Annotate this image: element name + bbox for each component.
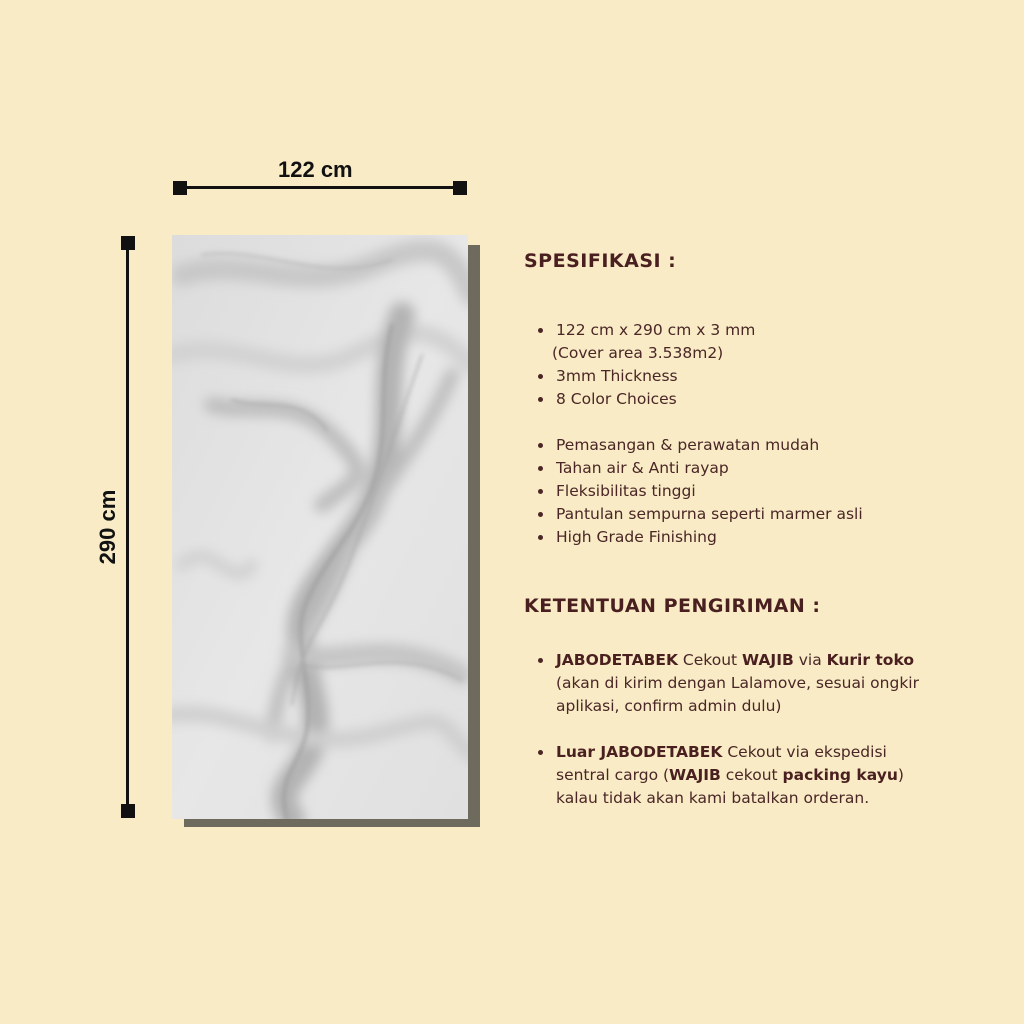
shipping-list-2 xyxy=(524,741,944,810)
emphasis-text: packing kayu xyxy=(782,766,898,784)
feature-item: High Grade Finishing xyxy=(524,526,944,549)
body-text: cekout xyxy=(720,766,783,784)
body-text: ) kalau tidak akan kami batalkan orderan. xyxy=(556,766,904,807)
shipping-heading: KETENTUAN PENGIRIMAN : xyxy=(524,595,821,617)
height-dimension-line xyxy=(126,243,129,811)
height-line-end-cap xyxy=(121,804,135,818)
body-text: Cekout via ekspedisi sentral cargo ( xyxy=(556,743,887,784)
spec-item: 3mm Thickness xyxy=(524,365,944,388)
emphasis-text: WAJIB xyxy=(742,651,794,669)
specs-heading: SPESIFIKASI : xyxy=(524,250,677,272)
height-dimension-label: 290 cm xyxy=(95,489,120,565)
spec-item: 8 Color Choices xyxy=(524,388,944,411)
emphasis-text: WAJIB xyxy=(669,766,721,784)
feature-item: Pemasangan & perawatan mudah xyxy=(524,434,944,457)
shipping-item-luar-jabodetabek xyxy=(524,741,944,810)
feature-item: Tahan air & Anti rayap xyxy=(524,457,944,480)
width-dimension-label: 122 cm xyxy=(278,157,353,182)
marble-texture xyxy=(172,235,468,819)
height-line-start-cap xyxy=(121,236,135,250)
emphasis-text: JABODETABEK xyxy=(556,651,678,669)
feature-item: Pantulan sempurna seperti marmer asli xyxy=(524,503,944,526)
body-text: Cekout xyxy=(678,651,743,669)
width-dimension-line xyxy=(180,186,462,189)
emphasis-text: Kurir toko xyxy=(826,651,914,669)
spec-item: 122 cm x 290 cm x 3 mm xyxy=(524,319,944,342)
shipping-list xyxy=(524,649,944,718)
width-line-end-cap xyxy=(453,181,467,195)
emphasis-text: Luar JABODETABEK xyxy=(556,743,723,761)
info-panel xyxy=(524,250,944,810)
body-text: (akan di kirim dengan Lalamove, sesuai ongkir aplikasi, confirm admin dulu) xyxy=(556,674,919,715)
features-list xyxy=(524,434,944,549)
feature-item: Fleksibilitas tinggi xyxy=(524,480,944,503)
shipping-item-jabodetabek xyxy=(524,649,944,718)
spec-item-continuation: (Cover area 3.538m2) xyxy=(552,344,724,362)
marble-panel-image xyxy=(172,235,468,819)
specs-list xyxy=(524,319,944,411)
body-text: via xyxy=(793,651,827,669)
width-line-start-cap xyxy=(173,181,187,195)
